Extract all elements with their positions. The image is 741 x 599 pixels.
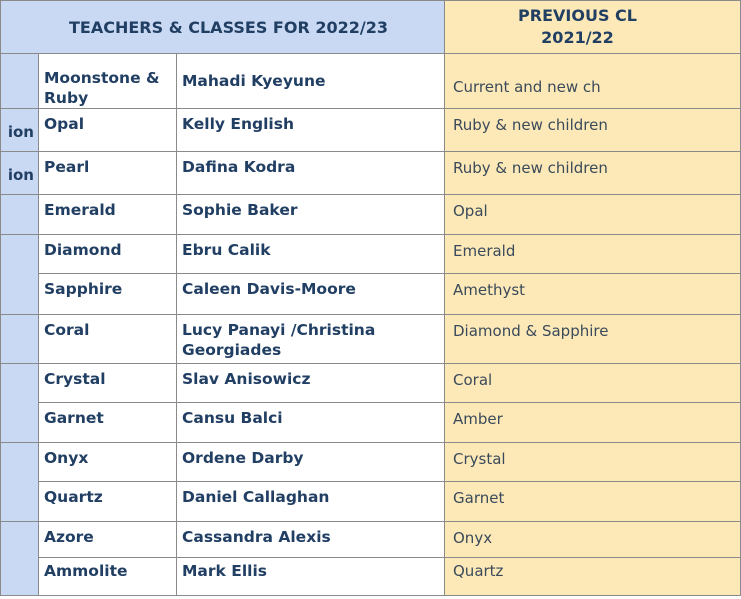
- teacher-name: Cassandra Alexis: [177, 522, 445, 558]
- teacher-name: Caleen Davis-Moore: [177, 274, 445, 315]
- teacher-name: Ordene Darby: [177, 443, 445, 482]
- teacher-name: Sophie Baker: [177, 195, 445, 235]
- year-group-cell: [1, 364, 39, 443]
- teacher-name: Mahadi Kyeyune: [177, 54, 445, 109]
- class-name: Diamond: [39, 235, 177, 274]
- class-name: Onyx: [39, 443, 177, 482]
- table-row: [1, 315, 741, 364]
- year-group-cell: [1, 54, 39, 109]
- teacher-name: Lucy Panayi /Christina Georgiades: [177, 315, 445, 364]
- class-name: Coral: [39, 315, 177, 364]
- year-group-cell: [1, 109, 39, 152]
- year-group-label: ion: [7, 123, 34, 141]
- previous-class: Garnet: [445, 482, 741, 522]
- table-row: [1, 403, 741, 443]
- previous-class: Ruby & new children: [445, 109, 741, 152]
- previous-class-title-line2: 2021/22: [541, 28, 614, 47]
- table-row: [1, 274, 741, 315]
- header-row: [1, 1, 741, 54]
- class-name: Emerald: [39, 195, 177, 235]
- previous-class: Current and new ch: [445, 54, 741, 109]
- previous-class-title: [445, 1, 741, 54]
- previous-class: Coral: [445, 364, 741, 403]
- class-name: Crystal: [39, 364, 177, 403]
- previous-class: Onyx: [445, 522, 741, 558]
- class-name: Quartz: [39, 482, 177, 522]
- year-group-label: ion: [7, 166, 34, 184]
- class-name: Azore: [39, 522, 177, 558]
- year-group-cell: [1, 522, 39, 596]
- teacher-name: Ebru Calik: [177, 235, 445, 274]
- table-row: [1, 152, 741, 195]
- class-name: Opal: [39, 109, 177, 152]
- table-row: [1, 482, 741, 522]
- table-row: [1, 443, 741, 482]
- table-row: [1, 522, 741, 558]
- year-group-cell: [1, 315, 39, 364]
- class-name: Pearl: [39, 152, 177, 195]
- year-group-label: [1, 54, 38, 70]
- previous-class: Quartz: [445, 558, 741, 596]
- table-row: [1, 558, 741, 596]
- year-group-cell: [1, 152, 39, 195]
- table-row: [1, 364, 741, 403]
- previous-class: Emerald: [445, 235, 741, 274]
- year-group-cell: [1, 235, 39, 315]
- teacher-name: Kelly English: [177, 109, 445, 152]
- previous-class: Amber: [445, 403, 741, 443]
- previous-class-title-line1: PREVIOUS CL: [518, 6, 637, 25]
- teacher-name: Daniel Callaghan: [177, 482, 445, 522]
- previous-class: Ruby & new children: [445, 152, 741, 195]
- main-title: TEACHERS & CLASSES FOR 2022/23: [1, 1, 445, 54]
- previous-class: Opal: [445, 195, 741, 235]
- teacher-name: Slav Anisowicz: [177, 364, 445, 403]
- table-row: [1, 54, 741, 109]
- table-row: [1, 235, 741, 274]
- year-group-cell: [1, 195, 39, 235]
- teacher-name: Mark Ellis: [177, 558, 445, 596]
- class-name: Garnet: [39, 403, 177, 443]
- previous-class: Diamond & Sapphire: [445, 315, 741, 364]
- table-row: [1, 195, 741, 235]
- year-group-cell: [1, 443, 39, 522]
- class-name: Moonstone & Ruby: [39, 54, 177, 109]
- teacher-name: Dafina Kodra: [177, 152, 445, 195]
- class-name: Sapphire: [39, 274, 177, 315]
- previous-class: Crystal: [445, 443, 741, 482]
- previous-class: Amethyst: [445, 274, 741, 315]
- class-name: Ammolite: [39, 558, 177, 596]
- table-row: [1, 109, 741, 152]
- teacher-name: Cansu Balci: [177, 403, 445, 443]
